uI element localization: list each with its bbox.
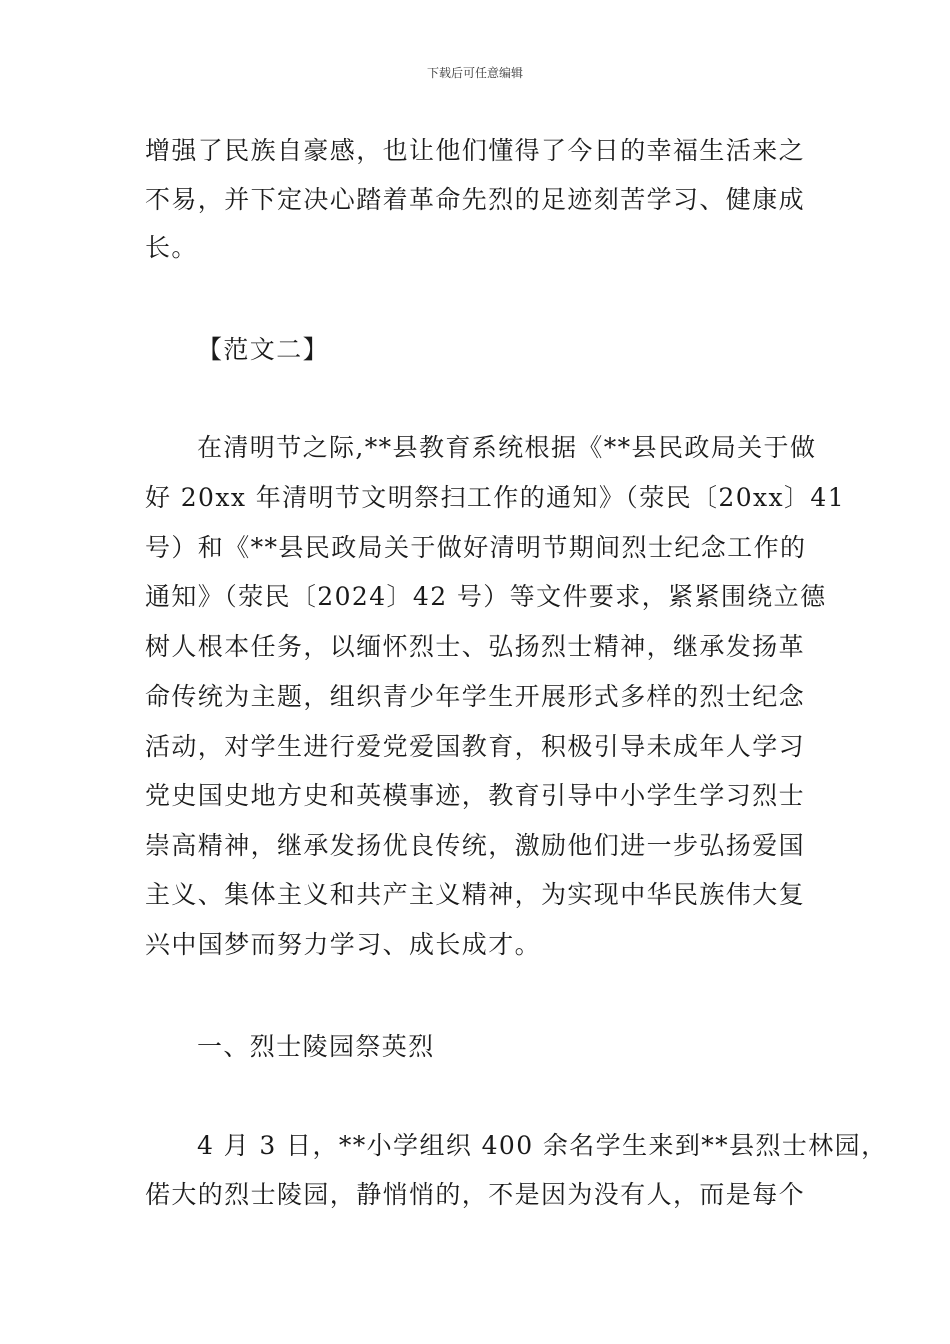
paragraph-1-line-3: 长。	[145, 233, 198, 262]
paragraph-2-line-2: 好 20xx 年清明节文明祭扫工作的通知》（荥民〔20xx〕41	[145, 483, 846, 512]
paragraph-2-line-8: 党史国史地方史和英模事迹，教育引导中小学生学习烈士	[145, 781, 806, 810]
paragraph-2-line-11: 兴中国梦而努力学习、成长成才。	[145, 930, 542, 959]
paragraph-2-line-3: 号）和《**县民政局关于做好清明节期间烈士纪念工作的	[145, 533, 807, 562]
paragraph-2-line-6: 命传统为主题，组织青少年学生开展形式多样的烈士纪念	[145, 682, 806, 711]
paragraph-3-line-1: 4 月 3 日，**小学组织 400 余名学生来到**县烈士林园，	[197, 1131, 888, 1160]
paragraph-3-line-2: 偌大的烈士陵园，静悄悄的，不是因为没有人，而是每个	[145, 1180, 806, 1209]
paragraph-1-line-2: 不易，并下定决心踏着革命先烈的足迹刻苦学习、健康成	[145, 185, 806, 214]
paragraph-2-line-1: 在清明节之际,**县教育系统根据《**县民政局关于做	[197, 433, 817, 462]
paragraph-2-line-10: 主义、集体主义和共产主义精神，为实现中华民族伟大复	[145, 880, 806, 909]
paragraph-2-line-7: 活动，对学生进行爱党爱国教育，积极引导未成年人学习	[145, 732, 806, 761]
header-note: 下载后可任意编辑	[426, 66, 523, 80]
paragraph-2-line-4: 通知》（荥民〔2024〕42 号）等文件要求，紧紧围绕立德	[145, 582, 827, 611]
paragraph-2-line-5: 树人根本任务，以缅怀烈士、弘扬烈士精神，继承发扬革	[145, 632, 806, 661]
heading-1: 一、烈士陵园祭英烈	[197, 1032, 435, 1061]
paragraph-1-line-1: 增强了民族自豪感，也让他们懂得了今日的幸福生活来之	[145, 136, 806, 165]
section-label: 【范文二】	[197, 335, 330, 364]
paragraph-2-line-9: 崇高精神，继承发扬优良传统，激励他们进一步弘扬爱国	[145, 831, 806, 860]
